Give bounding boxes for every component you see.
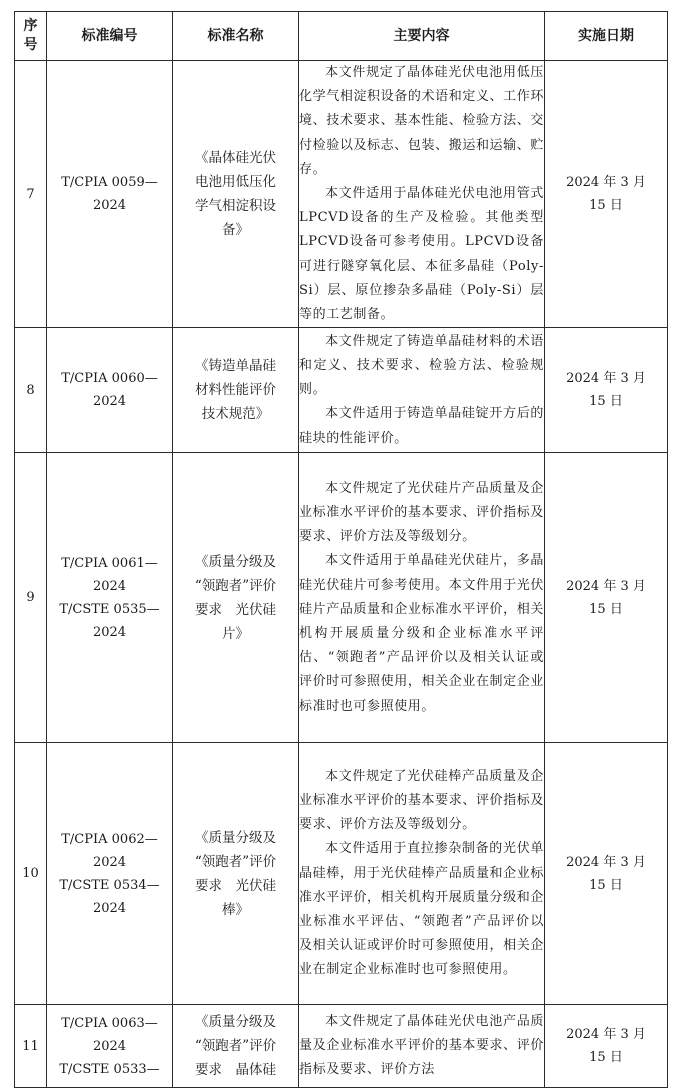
content-paragraph: 本文件适用于单晶硅光伏硅片，多晶硅光伏硅片可参考使用。本文件用于光伏硅片产品质量和企业标准水平评价，相关机构开展质量分级和企业标准水平评估、“领跑者”产品评价以及相关认证或评价时可参照使用，相关企业在制定企业标准时也可参照使用。 — [299, 553, 544, 714]
row-seq: 10 — [15, 743, 47, 1005]
header-seq: 序 号 — [15, 12, 47, 61]
table-row — [15, 453, 668, 743]
content-paragraph: 本文件适用于直拉掺杂制备的光伏单晶硅棒，用于光伏硅棒产品质量和企业标准水平评价，相关机构开展质量分级和企业标准水平评估、“领跑者”产品评价以及相关认证或评价时可参照使用，相关企业在制定企业标准时也可参照使用。 — [299, 841, 544, 978]
content-paragraph: 本文件规定了铸造单晶硅材料的术语和定义、技术要求、检验方法、检验规则。 — [299, 333, 544, 398]
standard-code: T/CPIA 0062— 2024 T/CSTE 0534— 2024 — [47, 743, 173, 1005]
header-date: 实施日期 — [545, 12, 668, 61]
content-paragraph: 本文件适用于晶体硅光伏电池用管式LPCVD设备的生产及检验。其他类型LPCVD设备可参考使用。LPCVD设备可进行隧穿氧化层、本征多晶硅（Poly-Si）层、原位掺杂多晶硅（Poly-Si）层等的工艺制备。 — [299, 186, 544, 323]
standard-name: 《晶体硅光伏 电池用低压化 学气相淀积设 备》 — [173, 61, 299, 328]
effective-date: 2024 年 3 月 15 日 — [545, 743, 668, 1005]
row-seq: 7 — [15, 61, 47, 328]
standard-content — [299, 1005, 545, 1088]
table-row — [15, 328, 668, 453]
standard-name: 《铸造单晶硅 材料性能评价 技术规范》 — [173, 328, 299, 453]
standard-content — [299, 453, 545, 743]
standard-content — [299, 328, 545, 453]
content-paragraph: 本文件规定了光伏硅棒产品质量及企业标准水平评价的基本要求、评价指标及要求、评价方法及等级划分。 — [299, 768, 544, 833]
content-paragraph: 本文件规定了晶体硅光伏电池产品质量及企业标准水平评价的基本要求、评价指标及要求、评价方法 — [299, 1013, 544, 1078]
table-row — [15, 1005, 668, 1088]
standard-code: T/CPIA 0063— 2024 T/CSTE 0533— — [47, 1005, 173, 1088]
standard-code: T/CPIA 0061— 2024 T/CSTE 0535— 2024 — [47, 453, 173, 743]
table-row — [15, 743, 668, 1005]
header-name: 标准名称 — [173, 12, 299, 61]
effective-date: 2024 年 3 月 15 日 — [545, 61, 668, 328]
standard-content — [299, 61, 545, 328]
content-paragraph: 本文件适用于铸造单晶硅锭开方后的硅块的性能评价。 — [299, 406, 544, 446]
standard-name: 《质量分级及 “领跑者”评价 要求 晶体硅 — [173, 1005, 299, 1088]
header-row — [15, 12, 668, 61]
row-seq: 8 — [15, 328, 47, 453]
table-row — [15, 61, 668, 328]
standards-table — [14, 11, 668, 1088]
standard-content — [299, 743, 545, 1005]
effective-date: 2024 年 3 月 15 日 — [545, 453, 668, 743]
header-code: 标准编号 — [47, 12, 173, 61]
effective-date: 2024 年 3 月 15 日 — [545, 1005, 668, 1088]
header-content: 主要内容 — [299, 12, 545, 61]
row-seq: 9 — [15, 453, 47, 743]
standard-code: T/CPIA 0060— 2024 — [47, 328, 173, 453]
standard-name: 《质量分级及 “领跑者”评价 要求 光伏硅 片》 — [173, 453, 299, 743]
content-paragraph: 本文件规定了晶体硅光伏电池用低压化学气相淀积设备的术语和定义、工作环境、技术要求、基本性能、检验方法、交付检验以及标志、包装、搬运和运输、贮存。 — [299, 65, 544, 177]
content-paragraph: 本文件规定了光伏硅片产品质量及企业标准水平评价的基本要求、评价指标及要求、评价方法及等级划分。 — [299, 480, 544, 545]
effective-date: 2024 年 3 月 15 日 — [545, 328, 668, 453]
row-seq: 11 — [15, 1005, 47, 1088]
standard-code: T/CPIA 0059— 2024 — [47, 61, 173, 328]
standard-name: 《质量分级及 “领跑者”评价 要求 光伏硅 棒》 — [173, 743, 299, 1005]
